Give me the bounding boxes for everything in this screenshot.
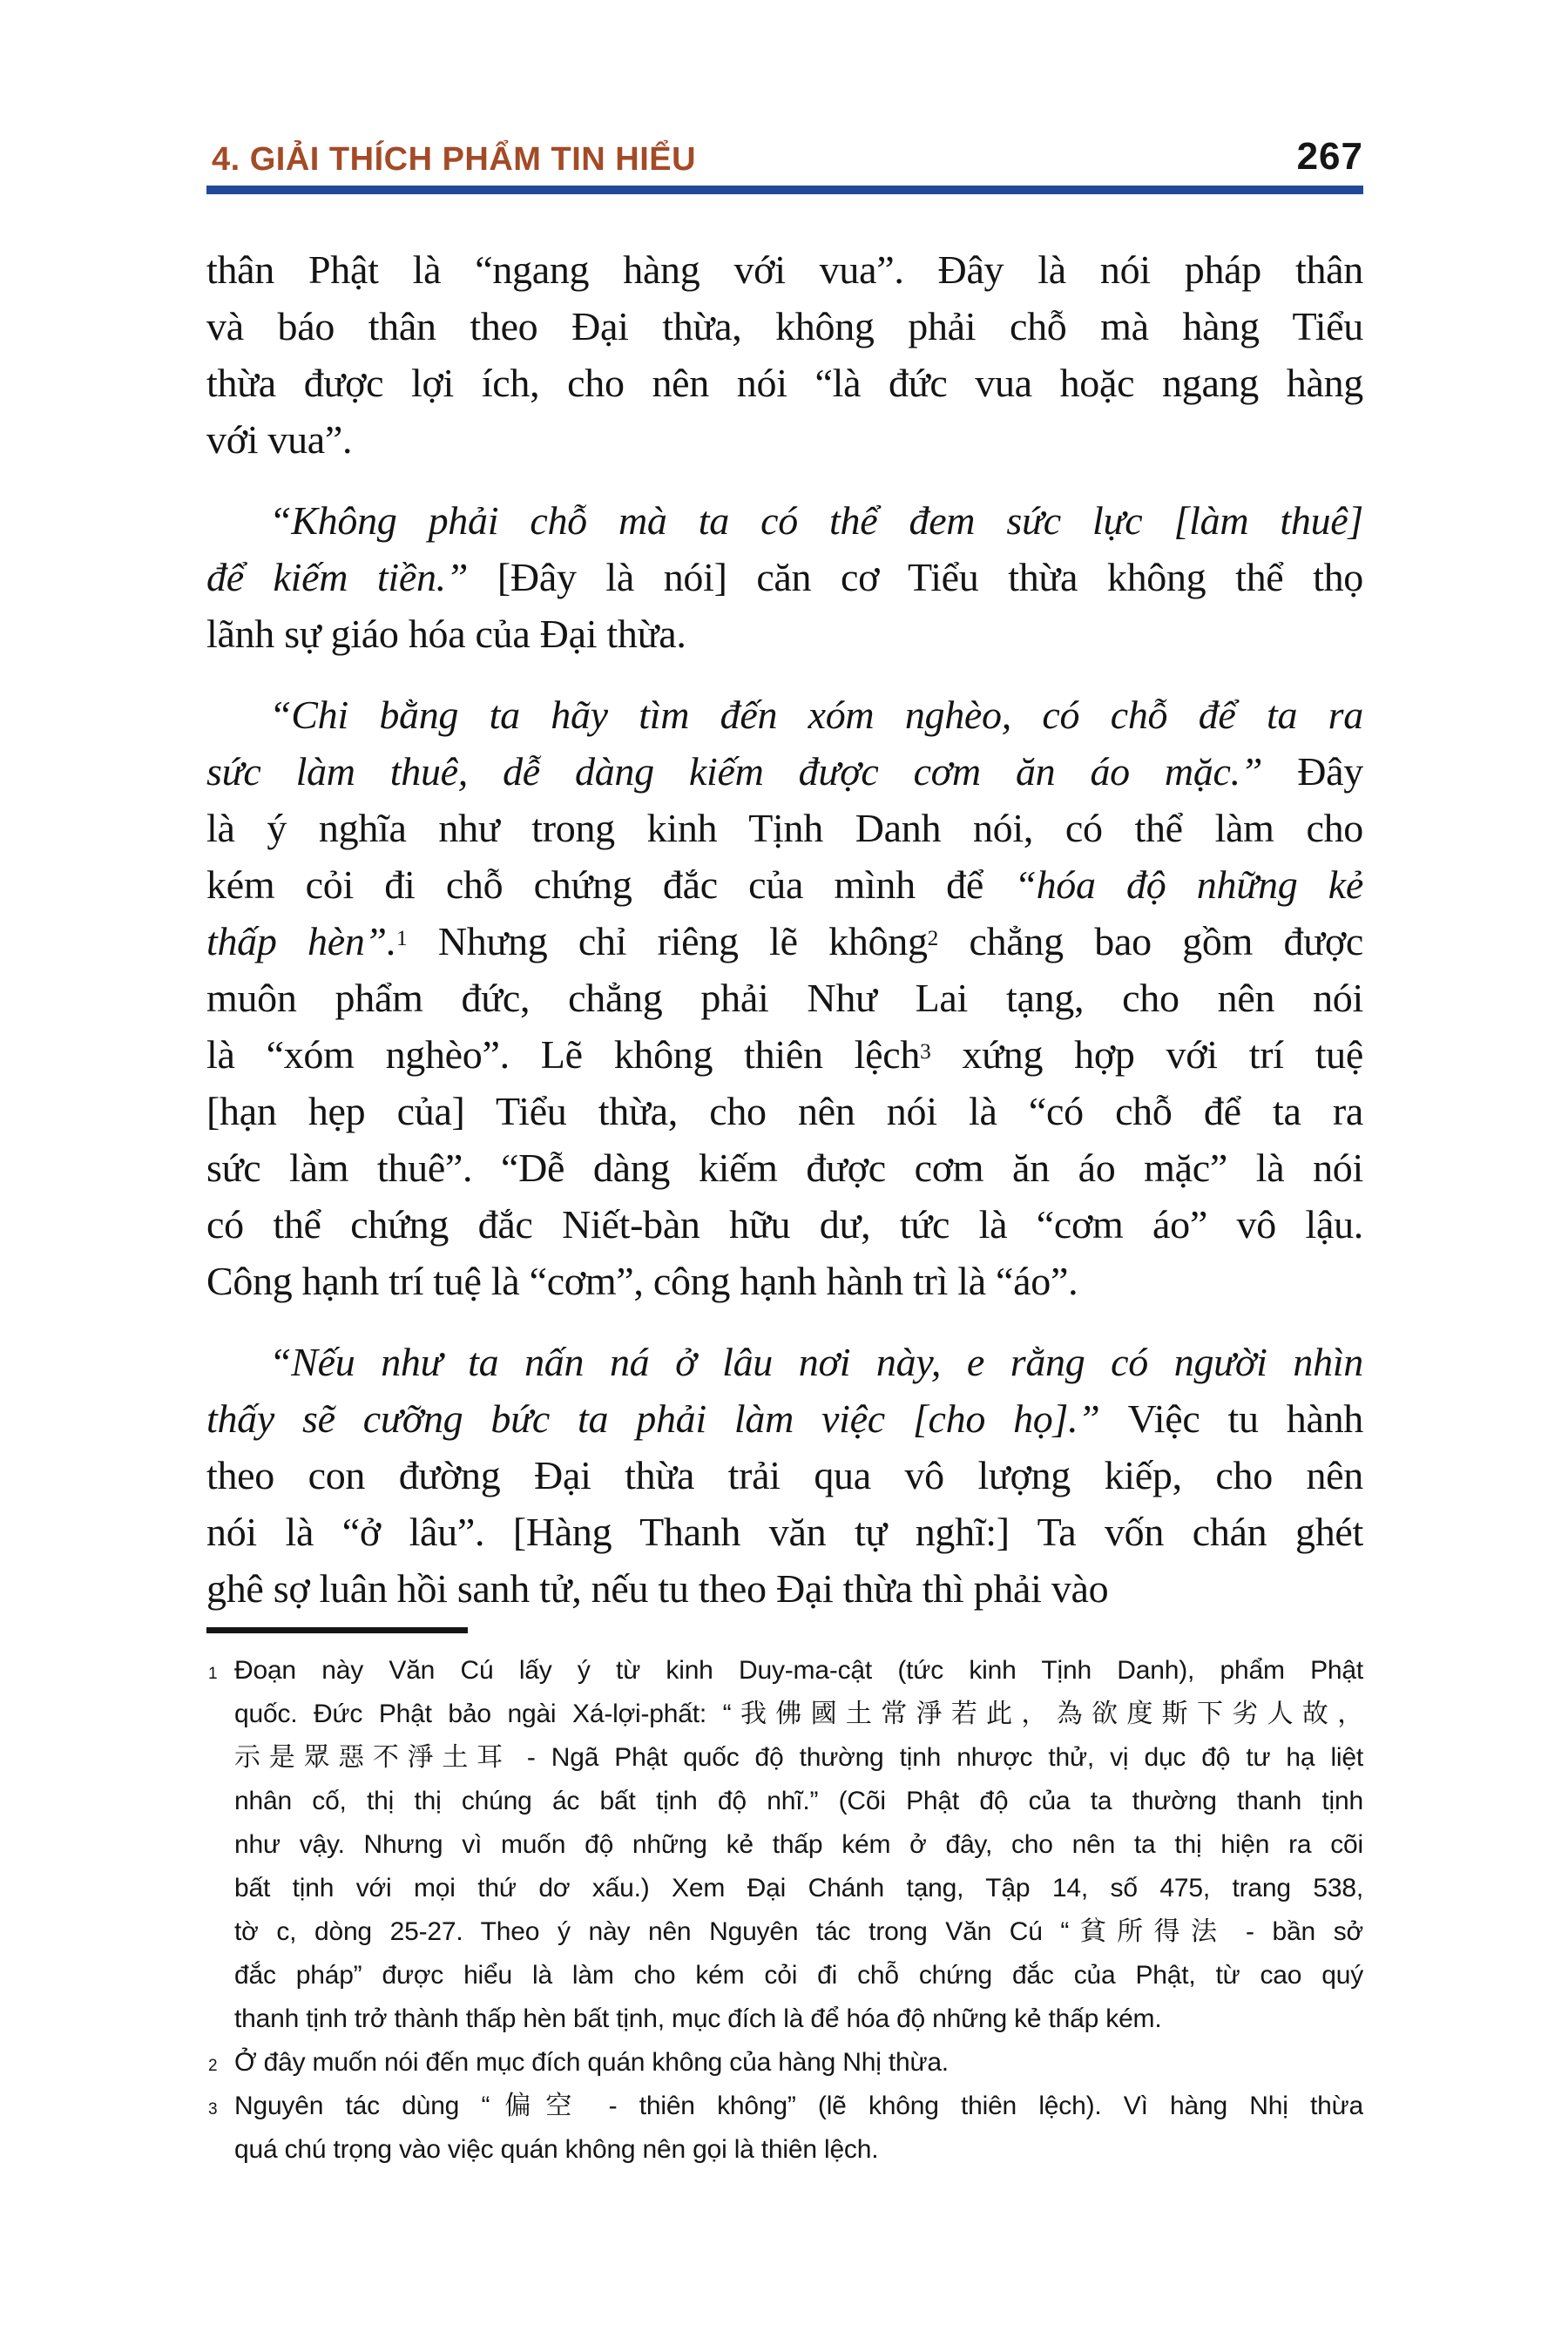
text-segment: Công hạnh trí tuệ là “cơm”, công hạnh hành trì là “áo”. bbox=[206, 1259, 1078, 1303]
text-line bbox=[234, 1823, 1363, 1867]
text-segment: Việc tu hành bbox=[1127, 1396, 1363, 1441]
text-segment: kém cỏi đi chỗ chứng đắc của mình để bbox=[206, 862, 1015, 907]
paragraph bbox=[206, 686, 1363, 1309]
text-segment: có thể chứng đắc Niết-bàn hữu dư, tức là “cơm áo” vô lậu. bbox=[206, 1202, 1363, 1247]
text-segment: nói là “ở lâu”. [Hàng Thanh văn tự nghĩ:] Ta vốn chán ghét bbox=[206, 1510, 1363, 1554]
text-segment: [Đây là nói] căn cơ Tiểu thừa không thể thọ bbox=[497, 555, 1363, 599]
header-rule bbox=[206, 186, 1363, 194]
text-segment: lãnh sự giáo hóa của Đại thừa. bbox=[206, 612, 686, 656]
text-line bbox=[206, 1139, 1363, 1196]
footnote bbox=[206, 1649, 1363, 2041]
text-line bbox=[206, 1390, 1363, 1447]
footnote-number: 1 bbox=[208, 1665, 218, 1683]
text-line bbox=[234, 1649, 1363, 1693]
text-line bbox=[234, 1910, 1363, 1954]
text-segment: để kiếm tiền.” bbox=[206, 555, 497, 599]
footnote-number: 3 bbox=[208, 2100, 218, 2119]
footnote-ref: 3 bbox=[920, 1038, 931, 1064]
paragraph bbox=[206, 492, 1363, 662]
text-segment: quốc. Đức Phật bảo ngài Xá-lợi-phất: “我佛國土常淨若此，為欲度斯下劣人故， bbox=[234, 1700, 1363, 1728]
text-segment: thấp hèn”. bbox=[206, 919, 397, 963]
page-number: 267 bbox=[1296, 135, 1363, 178]
text-line bbox=[206, 1083, 1363, 1139]
text-segment: muôn phẩm đức, chẳng phải Như Lai tạng, cho nên nói bbox=[206, 976, 1363, 1020]
text-line bbox=[206, 1196, 1363, 1253]
text-line bbox=[206, 800, 1363, 856]
page-header bbox=[206, 135, 1363, 179]
text-segment: với vua”. bbox=[206, 417, 353, 462]
text-line bbox=[206, 970, 1363, 1026]
text-segment: thấy sẽ cưỡng bức ta phải làm việc [cho họ].” bbox=[206, 1396, 1128, 1441]
paragraph bbox=[206, 241, 1363, 468]
text-segment: 示是眾惡不淨土耳 - Ngã Phật quốc độ thường tịnh nhược thử, vị dục độ tư hạ liệt bbox=[234, 1743, 1363, 1772]
text-segment: là “xóm nghèo”. Lẽ không thiên lệch bbox=[206, 1032, 921, 1077]
text-segment: Nguyên tác dùng “偏空 - thiên không” (lẽ không thiên lệch). Vì hàng Nhị thừa bbox=[234, 2092, 1363, 2120]
text-line bbox=[206, 856, 1363, 913]
text-line bbox=[206, 298, 1363, 355]
footnote-ref: 2 bbox=[927, 925, 939, 950]
text-segment: và báo thân theo Đại thừa, không phải chỗ mà hàng Tiểu bbox=[206, 304, 1363, 348]
footnotes bbox=[206, 1649, 1363, 2172]
text-segment: Ở đây muốn nói đến mục đích quán không của hàng Nhị thừa. bbox=[234, 2048, 949, 2077]
text-line bbox=[206, 1026, 1363, 1083]
text-segment: sức làm thuê, dễ dàng kiếm được cơm ăn áo mặc.” bbox=[206, 749, 1298, 794]
text-segment: thừa được lợi ích, cho nên nói “là đức vua hoặc ngang hàng bbox=[206, 361, 1363, 405]
text-line bbox=[206, 411, 1363, 468]
text-line bbox=[234, 1997, 1363, 2041]
paragraph bbox=[206, 1334, 1363, 1617]
text-segment: Đây bbox=[1297, 749, 1363, 794]
text-segment: “Chi bằng ta hãy tìm đến xóm nghèo, có chỗ để ta ra bbox=[269, 693, 1363, 737]
text-segment: Đoạn này Văn Cú lấy ý từ kinh Duy-ma-cật (tức kinh Tịnh Danh), phẩm Phật bbox=[234, 1656, 1363, 1685]
footnote-number: 2 bbox=[208, 2057, 218, 2075]
text-line bbox=[206, 686, 1363, 743]
body-text bbox=[206, 241, 1363, 1617]
text-segment: bất tịnh với mọi thứ dơ xấu.) Xem Đại Chánh tạng, Tập 14, số 475, trang 538, bbox=[234, 1874, 1363, 1903]
text-segment: như vậy. Nhưng vì muốn độ những kẻ thấp kém ở đây, cho nên ta thị hiện ra cõi bbox=[234, 1830, 1363, 1859]
text-segment: đắc pháp” được hiểu là làm cho kém cỏi đi chỗ chứng đắc của Phật, từ cao quý bbox=[234, 1961, 1363, 1990]
text-segment: nhân cố, thị thị chúng ác bất tịnh độ nhĩ.” (Cõi Phật độ của ta thường thanh tịnh bbox=[234, 1787, 1363, 1815]
text-segment: [hạn hẹp của] Tiểu thừa, cho nên nói là “có chỗ để ta ra bbox=[206, 1089, 1363, 1133]
text-segment: chẳng bao gồm được bbox=[938, 919, 1363, 963]
text-line bbox=[206, 549, 1363, 605]
text-line bbox=[234, 1954, 1363, 1997]
text-line bbox=[206, 913, 1363, 970]
text-segment: xứng hợp với trí tuệ bbox=[930, 1032, 1363, 1077]
text-line bbox=[234, 1693, 1363, 1736]
footnote-separator bbox=[206, 1627, 468, 1633]
text-segment: Nhưng chỉ riêng lẽ không bbox=[407, 919, 928, 963]
footnote bbox=[206, 2085, 1363, 2172]
text-line bbox=[234, 2085, 1363, 2128]
text-line bbox=[206, 1560, 1363, 1617]
text-segment: tờ c, dòng 25-27. Theo ý này nên Nguyên tác trong Văn Cú “貧所得法 - bần sở bbox=[234, 1917, 1363, 1946]
footnote-ref: 1 bbox=[396, 925, 408, 950]
text-segment: theo con đường Đại thừa trải qua vô lượng kiếp, cho nên bbox=[206, 1453, 1363, 1497]
text-line bbox=[234, 1780, 1363, 1823]
running-head: 4. GIẢI THÍCH PHẨM TIN HIỂU bbox=[212, 141, 697, 178]
text-segment: thân Phật là “ngang hàng với vua”. Đây là nói pháp thân bbox=[206, 247, 1363, 292]
text-segment: là ý nghĩa như trong kinh Tịnh Danh nói, có thể làm cho bbox=[206, 806, 1363, 850]
text-line bbox=[206, 1334, 1363, 1390]
text-segment: “Nếu như ta nấn ná ở lâu nơi này, e rằng có người nhìn bbox=[269, 1340, 1363, 1384]
text-line bbox=[234, 2128, 1363, 2172]
text-line bbox=[206, 1447, 1363, 1504]
text-line bbox=[206, 1504, 1363, 1560]
text-line bbox=[206, 492, 1363, 549]
text-line bbox=[206, 355, 1363, 411]
text-line bbox=[234, 2041, 1363, 2085]
text-segment: “hóa độ những kẻ bbox=[1014, 862, 1363, 907]
text-line bbox=[234, 1736, 1363, 1780]
text-line bbox=[206, 743, 1363, 800]
text-line bbox=[234, 1867, 1363, 1910]
text-segment: “Không phải chỗ mà ta có thể đem sức lực [làm thuê] bbox=[269, 498, 1363, 543]
text-segment: ghê sợ luân hồi sanh tử, nếu tu theo Đại thừa thì phải vào bbox=[206, 1566, 1109, 1611]
text-line bbox=[206, 605, 1363, 662]
text-segment: sức làm thuê”. “Dễ dàng kiếm được cơm ăn áo mặc” là nói bbox=[206, 1146, 1363, 1190]
text-line bbox=[206, 241, 1363, 298]
text-segment: quá chú trọng vào việc quán không nên gọi là thiên lệch. bbox=[234, 2135, 879, 2164]
text-line bbox=[206, 1253, 1363, 1309]
text-segment: thanh tịnh trở thành thấp hèn bất tịnh, mục đích là để hóa độ những kẻ thấp kém. bbox=[234, 2004, 1162, 2033]
page-content bbox=[206, 135, 1363, 2172]
footnote bbox=[206, 2041, 1363, 2085]
